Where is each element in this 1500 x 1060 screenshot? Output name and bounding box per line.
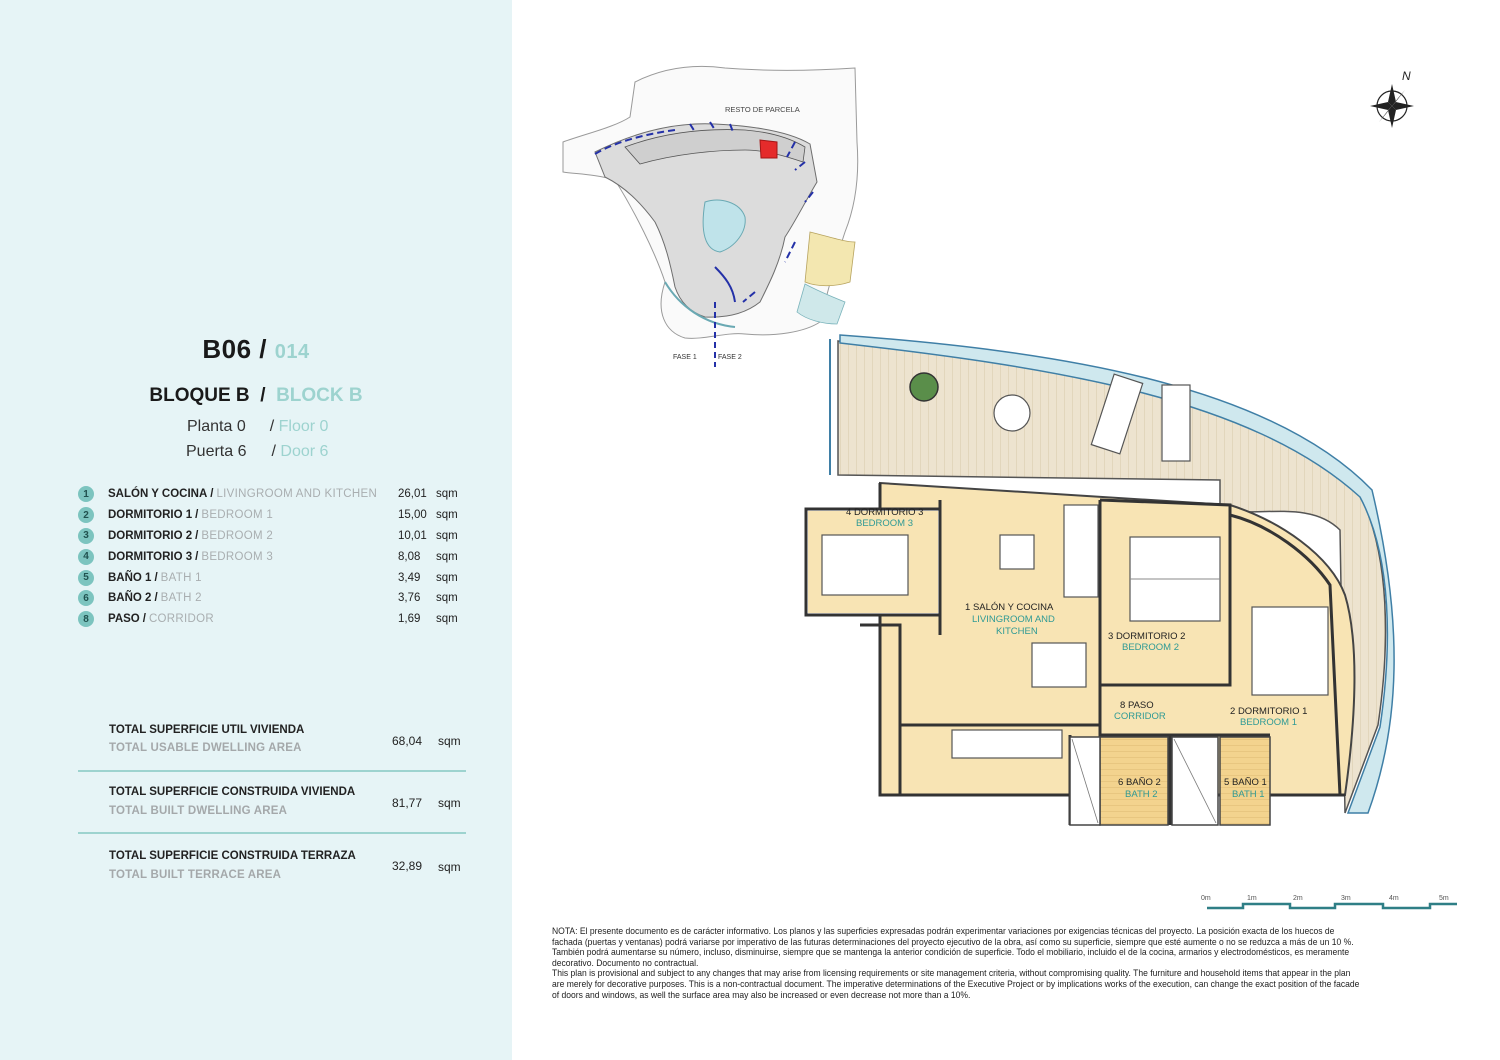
block-label: BLOQUE B / BLOCK B — [149, 385, 363, 406]
floor-label: Planta 0 / Floor 0 — [187, 418, 329, 435]
totals-table — [78, 718, 466, 890]
site-label-fase1: FASE 1 — [673, 354, 697, 361]
room-list — [78, 484, 468, 630]
sun-lounger-2 — [1162, 385, 1190, 461]
label-bedroom-2: 3 DORMITORIO 2 — [1108, 631, 1186, 642]
door-label: Puerta 6 / Door 6 — [186, 443, 329, 460]
svg-text:CORRIDOR: CORRIDOR — [1114, 711, 1166, 722]
scale-label: 2m — [1293, 895, 1303, 902]
compass-rose-icon — [1365, 66, 1425, 132]
scale-label: 1m — [1247, 895, 1257, 902]
svg-text:LIVINGROOM AND: LIVINGROOM AND — [972, 614, 1055, 625]
room-number-badge: 8 — [78, 611, 94, 627]
unit-code-sub: 014 — [274, 341, 310, 363]
svg-text:KITCHEN: KITCHEN — [996, 626, 1038, 637]
floor-plan — [800, 325, 1400, 865]
label-bedroom-1: 2 DORMITORIO 1 — [1230, 706, 1308, 717]
room-row: 2 DORMITORIO 1 / BEDROOM 1 15,00 sqm — [78, 505, 468, 526]
scale-label: 3m — [1341, 895, 1351, 902]
room-number-badge: 6 — [78, 590, 94, 606]
sofa — [1064, 505, 1098, 597]
total-row-usable: TOTAL SUPERFICIE UTIL VIVIENDA TOTAL USABLE DWELLING AREA 68,04 sqm — [78, 718, 466, 772]
label-living: 1 SALÓN Y COCINA — [965, 602, 1054, 613]
svg-text:BATH 1: BATH 1 — [1232, 789, 1265, 800]
unit-code: B06 / 014 — [202, 334, 310, 364]
disclaimer-note — [552, 926, 1362, 1000]
scale-label: 5m — [1439, 895, 1449, 902]
room-number-badge: 5 — [78, 570, 94, 586]
planter-icon — [910, 373, 938, 401]
label-bath-2: 6 BAÑO 2 — [1118, 777, 1161, 788]
room-row: 1 SALÓN Y COCINA / LIVINGROOM AND KITCHEN 26,01 sqm — [78, 484, 468, 505]
room-number-badge: 4 — [78, 549, 94, 565]
svg-text:BEDROOM 2: BEDROOM 2 — [1122, 642, 1180, 653]
total-row-terrace: TOTAL SUPERFICIE CONSTRUIDA TERRAZA TOTAL BUILT TERRACE AREA 32,89 sqm — [109, 850, 461, 881]
room-row: 6 BAÑO 2 / BATH 2 3,76 sqm — [78, 588, 468, 609]
scale-bar — [1195, 890, 1465, 920]
room-number-badge: 3 — [78, 528, 94, 544]
room-row: 8 PASO / CORRIDOR 1,69 sqm — [78, 609, 468, 630]
room-number-badge: 1 — [78, 486, 94, 502]
compass-north-label: N — [1402, 69, 1411, 83]
room-number-badge: 2 — [78, 507, 94, 523]
svg-text:BEDROOM 1: BEDROOM 1 — [1240, 717, 1298, 728]
disclaimer-en: This plan is provisional and subject to any changes that may arise from licensing requirements or site management criteria, without compromising quality. The furniture and household items that appear in the plan are merely for decorative purposes. This is a non-contractual document. The imperative determinations of the Executive Project or by implications works of the execution, can change the exact position of the facade of doors and windows, as well the surface area may also be increased or even decrease not more than a 10%. — [552, 968, 1360, 1000]
scale-label: 0m — [1201, 895, 1211, 902]
scale-label: 4m — [1389, 895, 1399, 902]
room-row: 3 DORMITORIO 2 / BEDROOM 2 10,01 sqm — [78, 526, 468, 547]
label-bath-1: 5 BAÑO 1 — [1224, 777, 1267, 788]
dining-table — [1032, 643, 1086, 687]
bed-bedroom-1 — [1252, 607, 1328, 695]
kitchen-counter — [952, 730, 1062, 758]
disclaimer-es: NOTA: El presente documento es de carácter informativo. Los planos y las superficies expresadas podrán experimentar variaciones por exigencias técnicas del proyecto. La posición exacta de los huecos de fachada (puertas y ventanas) podrá variarse por imperativo de las futuras determinaciones del proyecto ejecutivo de la obra, así como su superficie, siempre que esté aumente o no se reduzca a más de un 10 %. También podrá aumentarse su número, incluso, disminuirse, siempre que se mantenga la anterior condición de superficie. Todo el mobiliario, incluido el de la cocina, armarios y electrodomésticos, es meramente decorativo. Documento no contractual. — [552, 926, 1354, 968]
svg-text:BEDROOM 3: BEDROOM 3 — [856, 518, 914, 529]
svg-text:BATH 2: BATH 2 — [1125, 789, 1158, 800]
label-paso: 8 PASO — [1120, 700, 1154, 711]
total-row-built: TOTAL SUPERFICIE CONSTRUIDA VIVIENDA TOTAL BUILT DWELLING AREA 81,77 sqm — [78, 772, 466, 834]
bed-bedroom-3 — [822, 535, 908, 595]
room-row: 5 BAÑO 1 / BATH 1 3,49 sqm — [78, 567, 468, 588]
terrace-table — [994, 395, 1030, 431]
unit-location-marker — [760, 140, 777, 158]
label-bedroom-3: 4 DORMITORIO 3 — [846, 507, 924, 518]
coffee-table — [1000, 535, 1034, 569]
site-label-fase2: FASE 2 — [718, 354, 742, 361]
room-row: 4 DORMITORIO 3 / BEDROOM 3 8,08 sqm — [78, 546, 468, 567]
site-label-parcela: RESTO DE PARCELA — [725, 105, 800, 114]
